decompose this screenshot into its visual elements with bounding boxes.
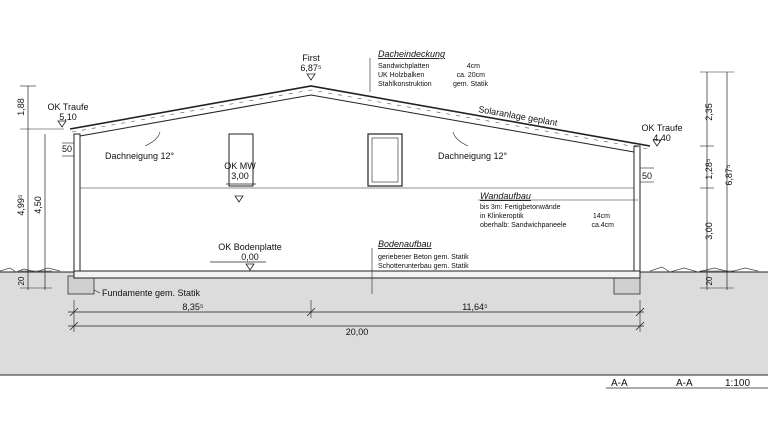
fundament-label: Fundamente gem. Statik (102, 288, 201, 298)
wand-line-2: in Klinkeroptik (480, 213, 524, 220)
window-right (368, 134, 402, 186)
level-marker-mw (235, 196, 243, 202)
section-label-b: A-A (676, 378, 693, 389)
dach-row-1-value: 4cm (466, 63, 480, 70)
traufe-right-label: OK Traufe (641, 123, 683, 133)
roof-outer (70, 86, 650, 146)
dim-right-low: 3,00 (704, 222, 714, 240)
traufe-left-label: OK Traufe (47, 102, 89, 112)
bodenplatte-label: OK Bodenplatte (218, 242, 282, 252)
dim-bottom-total: 20,00 (345, 327, 369, 337)
dim-right-mid: 1,28⁵ (704, 158, 714, 180)
wall-right (634, 146, 640, 271)
wand-line-1: bis 3m: Fertigbetonwände (480, 204, 561, 211)
wall-left (74, 134, 80, 271)
dim-left-20: 20 (17, 276, 26, 286)
wand-value-3: ca.4cm (591, 222, 614, 229)
dim-left-wall: 4,50 (33, 196, 43, 214)
dim-bottom-right: 11,64⁵ (462, 302, 488, 312)
dachneigung-left: Dachneigung 12° (105, 151, 175, 161)
dim-right-total: 6,87⁵ (724, 164, 734, 186)
bodenplatte-value: 0,00 (241, 252, 259, 262)
roof-cladding (72, 90, 648, 149)
boden-line-1: geriebener Beton gem. Statik (378, 254, 469, 261)
dach-row-3-name: Stahlkonstruktion (378, 81, 432, 88)
dim-right-50: 50 (642, 171, 653, 181)
traufe-right-value: 4,40 (653, 133, 671, 143)
dim-left-50: 50 (62, 144, 73, 154)
wand-title: Wandaufbau (480, 191, 531, 201)
terrain-left (0, 268, 60, 272)
dim-left-top: 1,88 (16, 98, 26, 116)
slope-arc-left (145, 132, 160, 146)
dach-row-2-name: UK Holzbalken (378, 72, 425, 79)
traufe-left-value: 5,10 (59, 112, 77, 122)
slope-arc-right (453, 132, 468, 146)
mw-label: OK MW (224, 161, 256, 171)
dach-row-2-value: ca. 20cm (456, 72, 485, 79)
dach-title: Dacheindeckung (378, 49, 446, 59)
first-value: 6,87⁵ (300, 63, 322, 73)
section-label-a: A-A (611, 378, 628, 389)
dim-right-20: 20 (705, 276, 714, 286)
first-label: First (302, 53, 320, 63)
wand-line-3: oberhalb: Sandwichpaneele (480, 222, 567, 229)
solar-label: Solaranlage geplant (477, 104, 559, 128)
dim-left-total: 4,99⁵ (16, 194, 26, 216)
mw-value: 3,00 (231, 171, 249, 181)
dim-right-top: 2,35 (704, 103, 714, 121)
level-marker-first (307, 74, 315, 80)
dach-row-3-value: gem. Statik (452, 81, 488, 88)
dim-bottom-left: 8,35⁵ (182, 302, 204, 312)
floor-slab (74, 271, 640, 278)
dach-row-1-name: Sandwichplatten (378, 63, 430, 70)
foundation-left (68, 276, 94, 294)
scale-label: 1:100 (725, 378, 751, 389)
dachneigung-right: Dachneigung 12° (438, 151, 508, 161)
boden-title: Bodenaufbau (378, 239, 432, 249)
wand-value-2: 14cm (592, 213, 610, 220)
boden-line-2: Schotterunterbau gem. Statik (378, 263, 469, 270)
level-marker-bodenplatte (246, 264, 254, 270)
foundation-right (614, 276, 640, 294)
